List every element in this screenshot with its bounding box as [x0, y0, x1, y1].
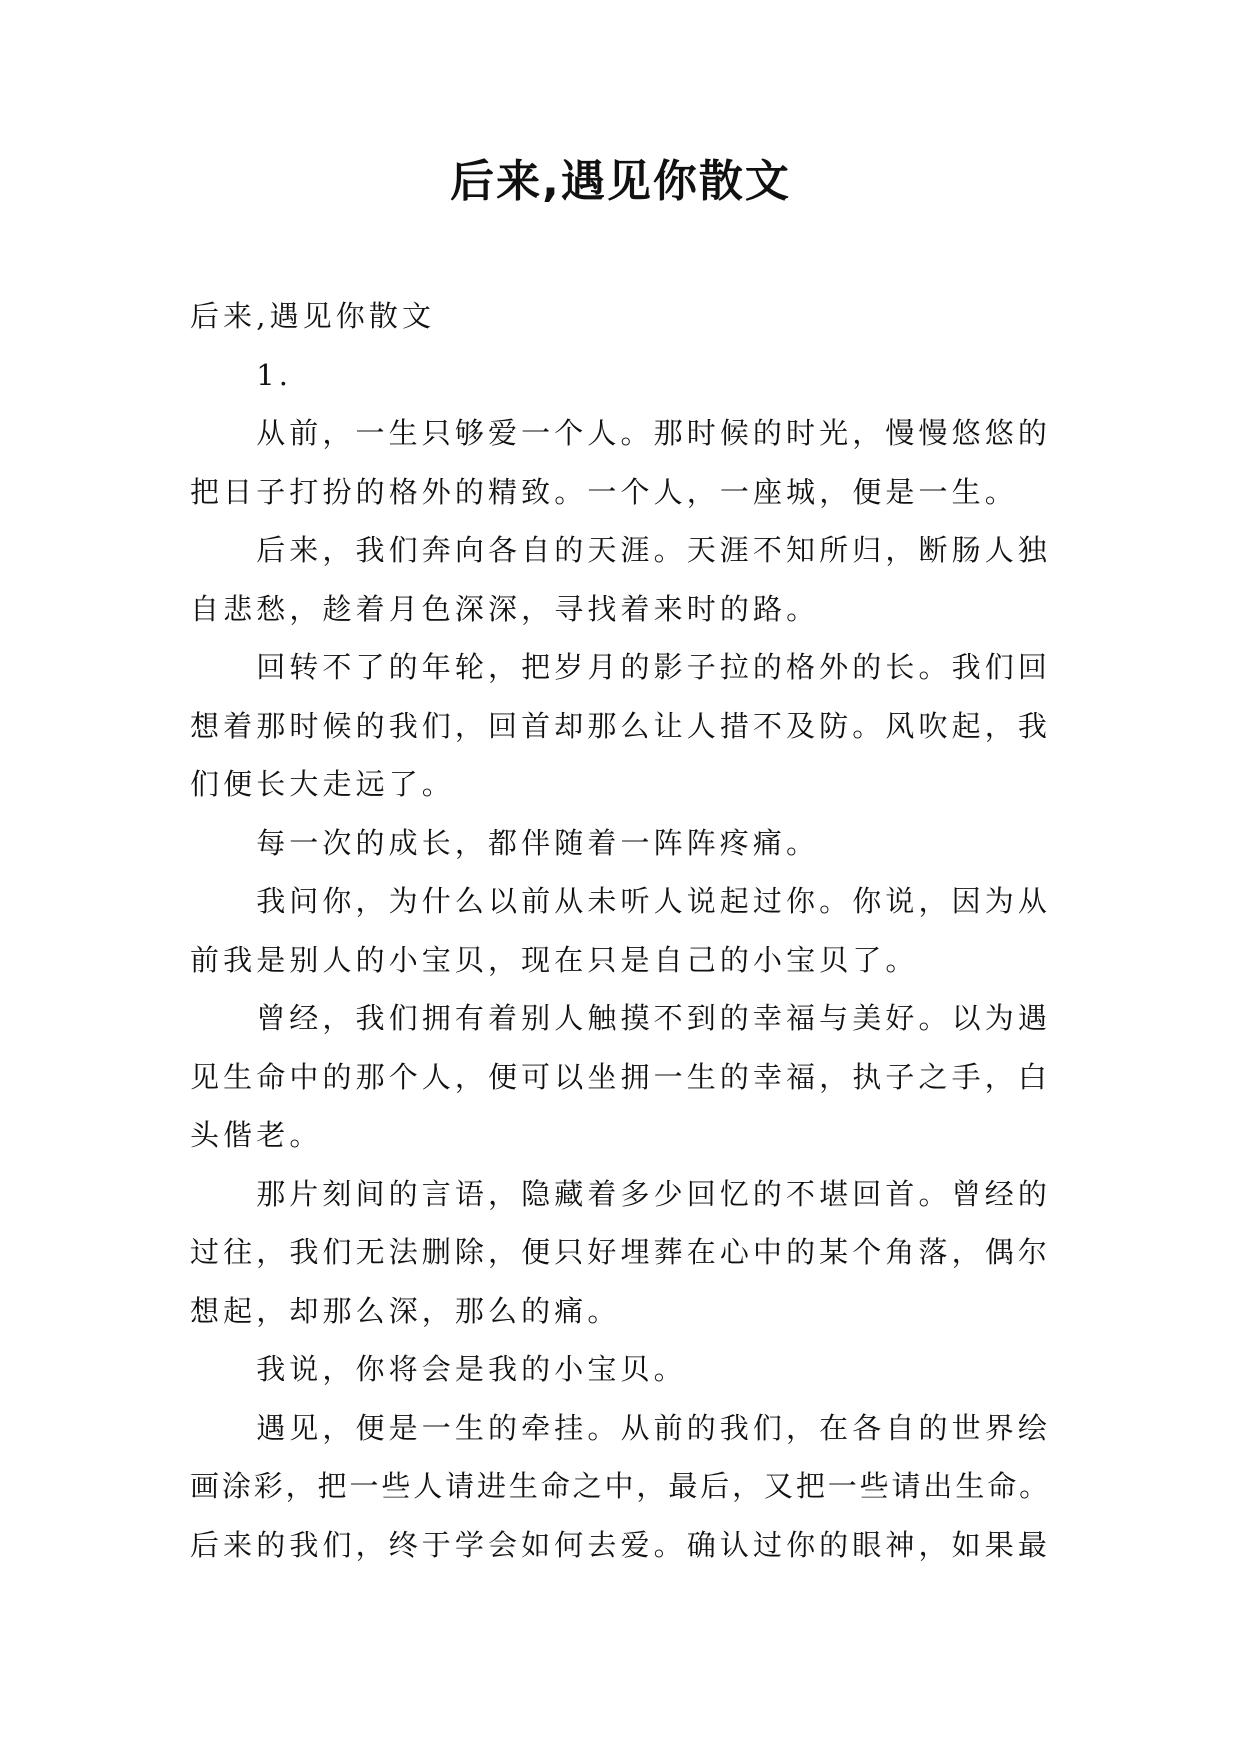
text-line: 自悲愁，趁着月色深深，寻找着来时的路。	[190, 591, 820, 626]
text-line: 我问你，为什么以前从未听人说起过你。你说，因为从	[256, 884, 1051, 918]
text-line: 从前，一生只够爱一个人。那时候的时光，慢慢悠悠的	[256, 416, 1051, 450]
paragraph	[190, 872, 1051, 989]
text-line: 画涂彩，把一些人请进生命之中，最后，又把一些请出生命。	[190, 1469, 1051, 1503]
text-line: 头偕老。	[190, 1118, 323, 1152]
paragraph	[190, 814, 1051, 873]
document-body	[190, 287, 1051, 1574]
text-line: 们便长大走远了。	[190, 767, 455, 801]
text-line: 想起，却那么深，那么的痛。	[190, 1293, 621, 1328]
paragraph	[190, 638, 1051, 814]
paragraph	[190, 1399, 1051, 1575]
section-number-paragraph	[190, 346, 1051, 405]
paragraph	[190, 1340, 1051, 1399]
text-line: 过往，我们无法删除，便只好埋葬在心中的某个角落，偶尔	[190, 1235, 1051, 1269]
paragraph	[190, 989, 1051, 1165]
text-line: 见生命中的那个人，便可以坐拥一生的幸福，执子之手，白	[190, 1059, 1051, 1094]
paragraph	[190, 521, 1051, 638]
section-number: 1.	[256, 357, 293, 392]
page-title: 后来,遇见你散文	[450, 156, 791, 207]
text-line: 我说，你将会是我的小宝贝。	[256, 1352, 687, 1386]
text-line: 回转不了的年轮，把岁月的影子拉的格外的长。我们回	[256, 650, 1051, 684]
text-line: 那片刻间的言语，隐藏着多少回忆的不堪回首。曾经的	[256, 1176, 1051, 1211]
text-line: 遇见，便是一生的牵挂。从前的我们，在各自的世界绘	[256, 1410, 1051, 1445]
paragraph	[190, 1165, 1051, 1341]
text-line: 把日子打扮的格外的精致。一个人，一座城，便是一生。	[190, 474, 1018, 509]
text-line: 想着那时候的我们，回首却那么让人措不及防。风吹起，我	[190, 708, 1051, 743]
subtitle-paragraph	[190, 287, 1051, 346]
text-line: 曾经，我们拥有着别人触摸不到的幸福与美好。以为遇	[256, 1001, 1051, 1035]
text-line: 后来的我们，终于学会如何去爱。确认过你的眼神，如果最	[190, 1527, 1051, 1562]
paragraph	[190, 404, 1051, 521]
text-line: 前我是别人的小宝贝，现在只是自己的小宝贝了。	[190, 942, 919, 977]
text-line: 每一次的成长，都伴随着一阵阵疼痛。	[256, 825, 820, 860]
text-line: 后来，我们奔向各自的天涯。天涯不知所归，断肠人独	[256, 533, 1051, 567]
subtitle: 后来,遇见你散文	[190, 299, 436, 333]
